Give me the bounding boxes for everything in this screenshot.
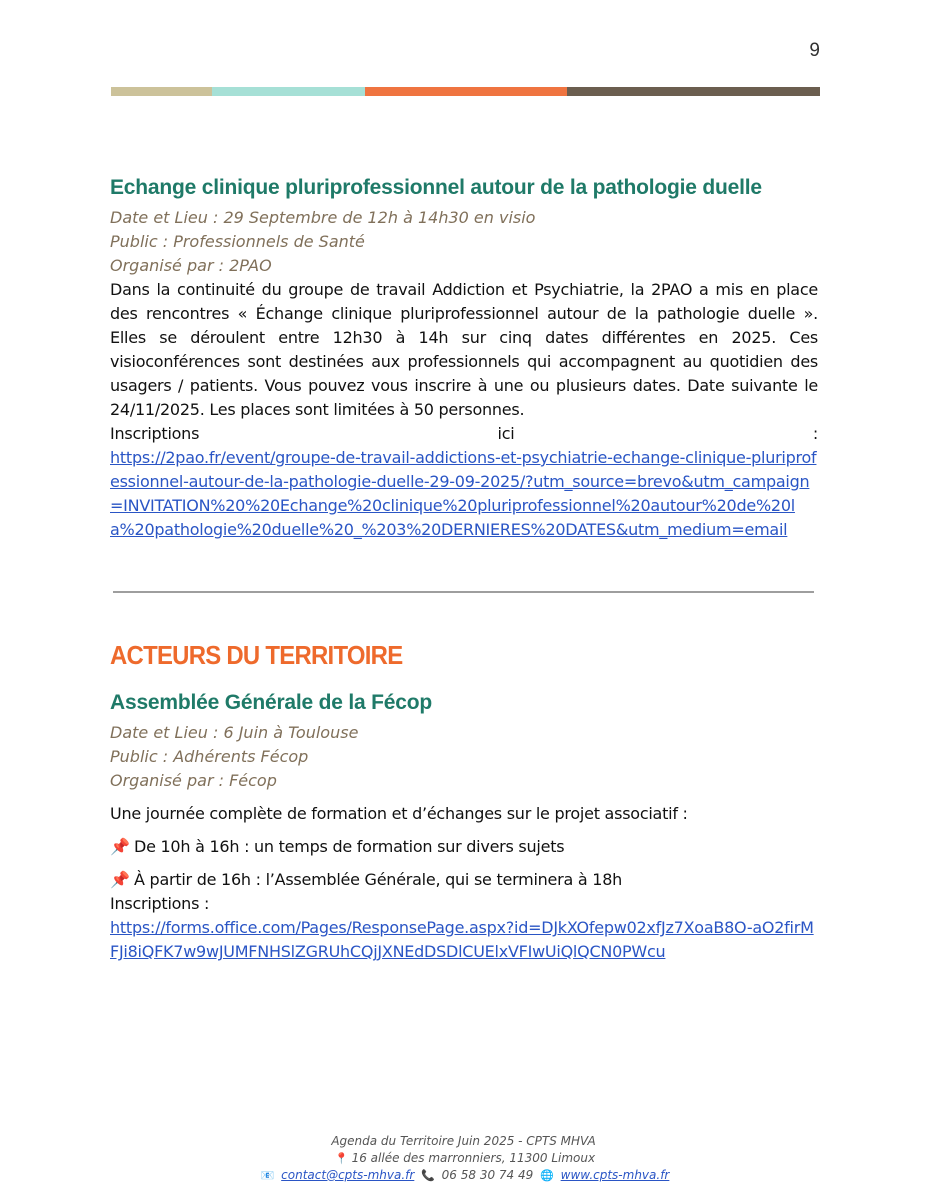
page-footer	[0, 1133, 927, 1184]
event-title: Echange clinique pluriprofessionnel autour de la pathologie duelle	[110, 176, 762, 199]
bullet-text: À partir de 16h : l’Assemblée Générale, qui se terminera à 18h	[134, 870, 623, 889]
event-description: Dans la continuité du groupe de travail Addiction et Psychiatrie, la 2PAO a mis en place des rencontres « Échange clinique pluriprofessionnel autour de la pathologie duelle ». Elles se déroulent entre 12h30 à 14h sur cinq dates différentes en 2025. Ces visioconférences sont destinées aux professionnels qui accompagnent au quotidien des usagers / patients. Vous pouvez vous inscrire à une ou plusieurs dates. Date suivante le 24/11/2025. Les places sont limitées à 50 personnes.	[110, 280, 818, 419]
event-block-2pao	[110, 176, 818, 542]
registration-label: Inscriptions :	[110, 894, 210, 913]
footer-phone: 06 58 30 74 49	[441, 1168, 534, 1182]
event-date-location: Date et Lieu : 6 Juin à Toulouse	[110, 723, 359, 742]
registration-link[interactable]: https://forms.office.com/Pages/ResponsePage.aspx?id=DJkXOfepw02xfJz7XoaB8O-aO2firMFJi8iQFK7w9wJUMFNHSlZGRUhCQjJXNEdDSDlCUElxVFIwUiQlQCN0PWcu	[110, 918, 814, 961]
event-intro: Une journée complète de formation et d’échanges sur le projet associatif :	[110, 804, 688, 823]
event-public: Public : Professionnels de Santé	[110, 232, 365, 251]
location-pin-icon: 📍	[334, 1152, 349, 1165]
pushpin-icon: 📌	[110, 870, 130, 889]
event-organizer: Organisé par : Fécop	[110, 771, 277, 790]
bullet-item	[110, 835, 818, 859]
bullet-text: De 10h à 16h : un temps de formation sur divers sujets	[134, 837, 565, 856]
event-organizer: Organisé par : 2PAO	[110, 256, 272, 275]
section-acteurs	[110, 640, 818, 964]
phone-icon: 📞	[421, 1169, 435, 1182]
registration-label: Inscriptions	[110, 424, 200, 443]
color-bar-segment	[365, 87, 567, 96]
color-bar-segment	[111, 87, 212, 96]
registration-link[interactable]: https://2pao.fr/event/groupe-de-travail-addictions-et-psychiatrie-echange-clinique-pluriprofessionnel-autour-de-la-pathologie-duelle-29-09-2025/?utm_source=brevo&utm_campaign=INVITATION%20%20Echange%20clinique%20pluriprofessionnel%20autour%20de%20la%20pathologie%20duelle%20_%203%20DERNIERES%20DATES&utm_medium=email	[110, 448, 817, 539]
section-title: ACTEURS DU TERRITOIRE	[110, 640, 403, 670]
header-color-bar	[111, 87, 820, 96]
color-bar-segment	[212, 87, 365, 96]
event-public: Public : Adhérents Fécop	[110, 747, 309, 766]
footer-title: Agenda du Territoire Juin 2025 - CPTS MHVA	[331, 1134, 596, 1148]
footer-email-link[interactable]: contact@cpts-mhva.fr	[281, 1168, 415, 1182]
color-bar-segment	[567, 87, 820, 96]
footer-address: 16 allée des marronniers, 11300 Limoux	[351, 1151, 596, 1165]
email-icon: 📧	[260, 1169, 275, 1182]
footer-website-link[interactable]: www.cpts-mhva.fr	[560, 1168, 670, 1182]
event-title: Assemblée Générale de la Fécop	[110, 691, 432, 714]
pushpin-icon: 📌	[110, 837, 130, 856]
page-number: 9	[809, 40, 820, 61]
section-divider	[113, 591, 814, 593]
footer-address-line	[0, 1150, 927, 1167]
bullet-item	[110, 868, 818, 892]
globe-icon: 🌐	[540, 1169, 554, 1182]
registration-colon: :	[812, 424, 818, 443]
footer-contact-line	[0, 1167, 927, 1184]
event-date-location: Date et Lieu : 29 Septembre de 12h à 14h30 en visio	[110, 208, 536, 227]
registration-here: ici	[497, 424, 515, 443]
registration-row	[110, 422, 818, 446]
